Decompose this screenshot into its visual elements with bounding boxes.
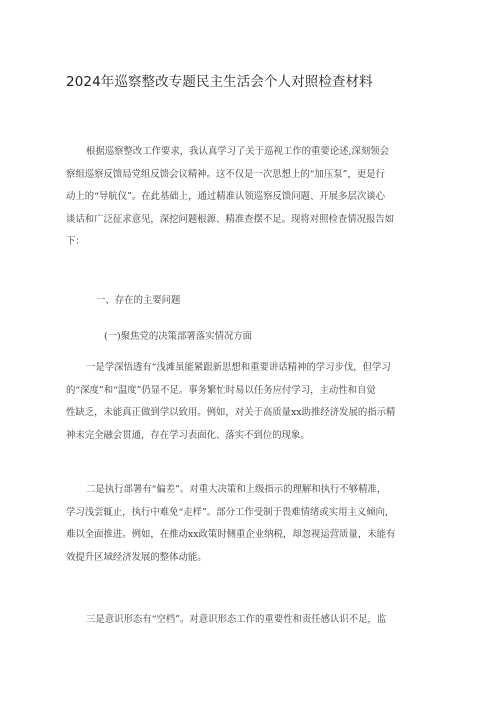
paragraph-line: 动上的“导航仪”。在此基础上，通过精准认领巡察反馈问题、开展多层次谈心 [66, 191, 385, 202]
paragraph-line: 谈话和广泛征求意见，深挖问题根源、精准查摆不足。现将对照检查情况报告如 [66, 213, 395, 225]
paragraph-line: 效提升区域经济发展的整体动能。 [66, 551, 207, 563]
paragraph-line: 察组巡察反馈局党组反馈会议精神。这不仅是一次思想上的“加压泵”，更是行 [66, 168, 385, 180]
paragraph-line: 根据巡察整改工作要求，我认真学习了关于巡视工作的重要论述,深刻领会 [86, 146, 389, 157]
paragraph-line: 一是学深悟透有“浅滩虽能紧跟新思想和重要讲话精神的学习步伐，但学习 [86, 362, 391, 373]
point-two-paragraph [66, 479, 438, 569]
paragraph-line: 性缺乏，未能真正做到学以致用。例如，对关于高质量xx助推经济发展的指示精 [66, 407, 396, 418]
section-heading: 一、存在的主要问题 [96, 295, 181, 306]
point-one-paragraph [66, 357, 438, 447]
paragraph-line: 三是意识形态有“空档”。对意识形态工作的重要性和责任感认识不足，监 [86, 614, 387, 625]
paragraph-line: 二是执行部署有“偏差”。对重大决策和上级指示的理解和执行不够精准， [86, 484, 387, 495]
paragraph-line: 神未完全融会贯通，存在学习表面化、落实不到位的现象。 [66, 429, 310, 441]
intro-paragraph [66, 141, 438, 254]
paragraph-line: 的“深度”和“温度”仍显不足。事务繁忙时易以任务应付学习，主动性和自觉 [66, 384, 376, 396]
paragraph-line: 难以全面推进。例如，在推动xx政策时侧重企业纳税，却忽视运营质量，未能有 [66, 529, 396, 540]
paragraph-line: 学习浅尝辄止，执行中难免“走样”。部分工作受制于畏难情绪或实用主义倾向, [66, 506, 388, 518]
paragraph-line: 下： [66, 236, 85, 247]
subsection-heading: (一)聚焦党的决策部署落实情况方面 [104, 331, 252, 342]
point-three-paragraph [66, 609, 438, 632]
document-title: 2024年巡察整改专题民主生活会个人对照检查材料 [66, 74, 373, 90]
